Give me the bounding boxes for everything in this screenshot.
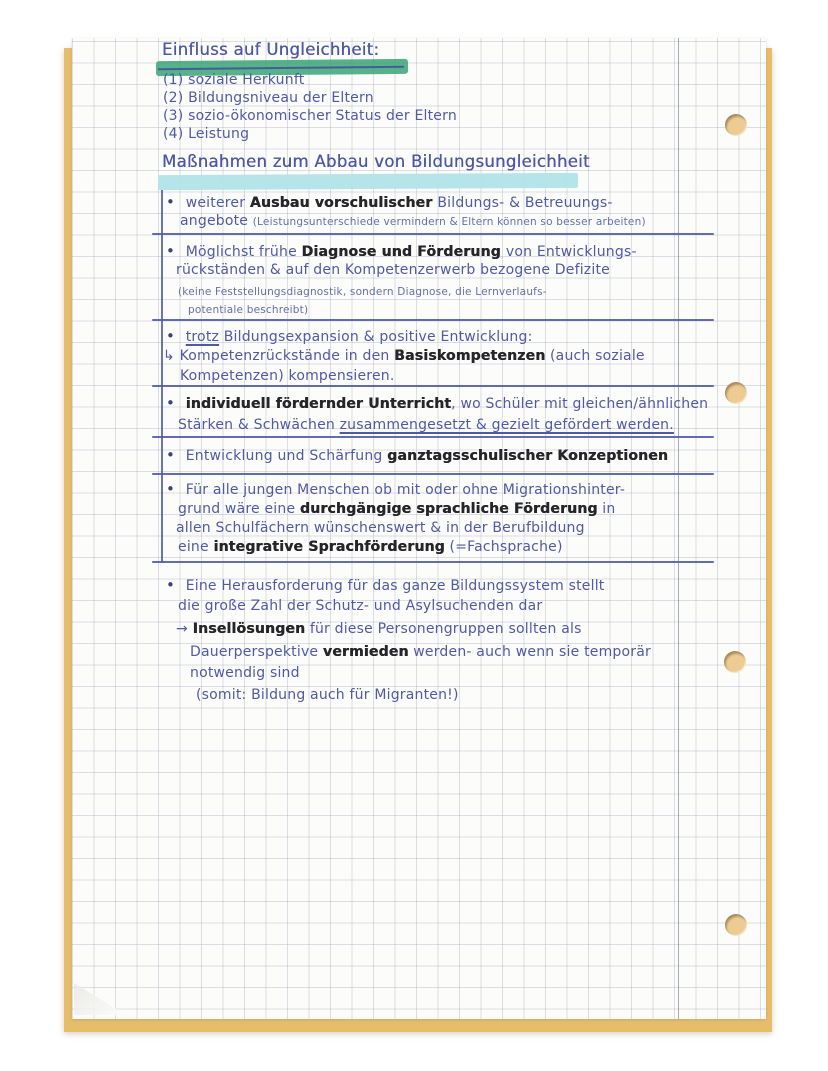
- text-run: Bildungsexpansion & positive Entwicklung:: [219, 329, 533, 345]
- note-line: [166, 242, 637, 262]
- text-run-bold: integrative Sprachförderung: [213, 539, 445, 555]
- punch-hole: [725, 114, 747, 136]
- cyan-highlighter-stroke: [158, 173, 578, 190]
- text-run: in: [597, 501, 616, 517]
- punch-hole: [725, 914, 747, 936]
- text-run-small: (keine Feststellungsdiagnostik, sondern Diagnose, die Lernverlaufs-: [178, 286, 547, 298]
- note-line: [178, 416, 674, 435]
- text-run-small: potentiale beschreibt): [188, 304, 309, 316]
- text-run: die große Zahl der Schutz- und Asylsuchenden dar: [178, 598, 543, 614]
- text-run-bold: Ausbau vorschulischer: [249, 195, 438, 211]
- text-run: Entwicklung und Schärfung: [185, 448, 388, 464]
- text-run: (auch soziale: [545, 348, 645, 364]
- punch-hole: [725, 382, 747, 404]
- note-line: [166, 327, 533, 347]
- section-margin-line: [161, 190, 163, 563]
- section-divider: [152, 473, 714, 475]
- text-run: Kompetenzen) kompensieren.: [180, 368, 395, 384]
- text-run: grund wäre eine: [178, 501, 300, 517]
- note-line: [166, 193, 613, 213]
- note-line: [190, 643, 651, 662]
- note-line: [178, 500, 615, 519]
- text-run: , wo Schüler mit gleichen/ähnlichen: [451, 396, 709, 412]
- numbered-item-4: (4) Leistung: [163, 126, 250, 142]
- note-line: [178, 538, 563, 557]
- numbered-item-3: (3) sozio-ökonomischer Status der Eltern: [163, 108, 457, 124]
- note-line: [196, 686, 459, 705]
- text-run: (=Fachsprache): [444, 539, 563, 555]
- note-line: [176, 261, 610, 280]
- text-run: werden- auch wenn sie temporär: [408, 644, 651, 660]
- text-run-bold: durchgängige sprachliche Förderung: [299, 501, 598, 517]
- note-line: [163, 347, 645, 366]
- text-run-bold: vermieden: [322, 644, 409, 660]
- text-run: ↳ Kompetenzrückstände in den: [163, 348, 395, 364]
- text-run-underlined: trotz: [185, 329, 220, 345]
- numbered-item-2: (2) Bildungsniveau der Eltern: [163, 90, 374, 106]
- vertical-rule-line: [678, 38, 679, 1019]
- punch-hole: [724, 651, 746, 673]
- text-run: angebote: [180, 213, 253, 229]
- text-run: notwendig sind: [190, 665, 300, 681]
- note-line: [166, 480, 625, 500]
- text-run-bold: Diagnose und Förderung: [301, 244, 506, 260]
- text-run-small: (Leistungsunterschiede vermindern & Eltern können so besser arbeiten): [252, 216, 646, 228]
- note-line: [176, 620, 582, 639]
- text-run: Stärken & Schwächen: [178, 417, 340, 433]
- page-corner-curl: [74, 983, 126, 1015]
- numbered-item-1: (1) soziale Herkunft: [163, 72, 305, 88]
- note-line: [176, 519, 585, 538]
- text-run: (somit: Bildung auch für Migranten!): [196, 687, 459, 703]
- text-run-bold: ganztagsschulischer Konzeptionen: [387, 448, 669, 464]
- text-run: von Entwicklungs-: [505, 244, 637, 260]
- heading-measures-section: Maßnahmen zum Abbau von Bildungsungleichheit: [162, 152, 590, 171]
- arrow-glyph: →: [176, 621, 193, 637]
- note-line: [166, 576, 604, 596]
- text-run: weiterer: [185, 195, 250, 211]
- text-run: Eine Herausforderung für das ganze Bildungssystem stellt: [185, 578, 605, 594]
- text-run-bold: individuell fördernder Unterricht: [185, 396, 452, 412]
- note-line: [178, 597, 542, 616]
- section-divider: [152, 561, 714, 563]
- section-divider: [152, 233, 714, 235]
- text-run: Für alle jungen Menschen ob mit oder ohne Migrationshinter-: [185, 482, 626, 498]
- text-run: Bildungs- & Betreuungs-: [437, 195, 613, 211]
- note-line: [190, 664, 300, 683]
- note-line: [180, 212, 646, 232]
- text-run: Möglichst frühe: [185, 244, 302, 260]
- note-line: [166, 394, 708, 414]
- text-run-underlined: zusammengesetzt & gezielt gefördert werden.: [339, 417, 674, 433]
- text-run-bold: Basiskompetenzen: [394, 348, 546, 364]
- text-run: für diese Personengruppen sollten als: [305, 621, 582, 637]
- note-line: [166, 446, 668, 466]
- text-run: Dauerperspektive: [190, 644, 323, 660]
- heading-influence-on-inequality: Einfluss auf Ungleichheit:: [162, 40, 380, 59]
- text-run-bold: Insellösungen: [192, 621, 306, 637]
- note-line: [180, 367, 394, 386]
- text-run: rückständen & auf den Kompetenzerwerb bezogene Defizite: [176, 262, 610, 278]
- squared-note-paper: [72, 38, 766, 1019]
- note-line: [178, 282, 547, 302]
- note-line: [188, 300, 308, 320]
- text-run: eine: [178, 539, 214, 555]
- text-run: allen Schulfächern wünschenswert & in der Berufbildung: [176, 520, 585, 536]
- section-divider: [152, 436, 714, 438]
